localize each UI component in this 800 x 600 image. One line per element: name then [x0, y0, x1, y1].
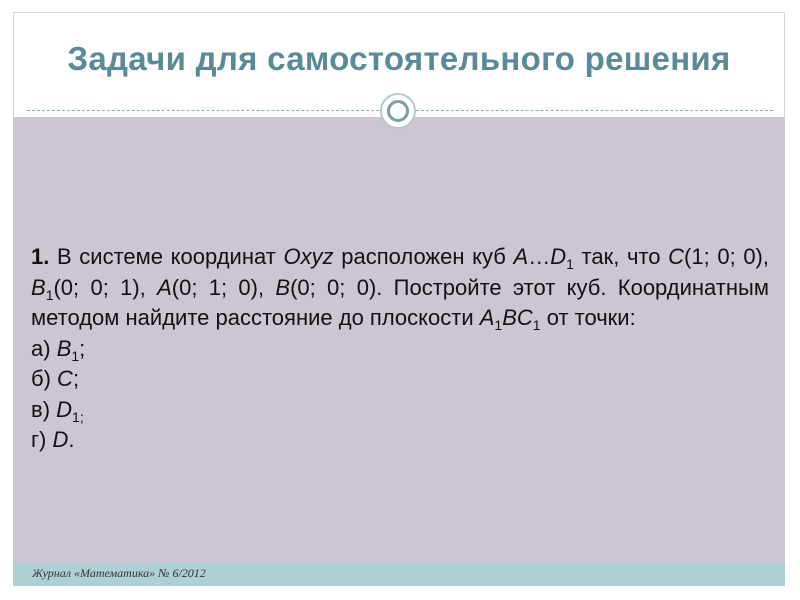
option-a: а) $B_1$; — [31, 335, 86, 364]
option-g: г) D. — [31, 427, 75, 452]
slide-title: Задачи для самостоятельного решения — [67, 40, 731, 77]
task-statement: 1. В системе координат Oxyz расположен куб $A\dots D_1$ так, что C(1; 0; 0), $B_1(0$; 0; 1), A(0; 1; 0), B(0; 0; 0). Постройте этот куб. Координатным методом найдите расстояние до плоскости $A_1BC_1$ от точки: — [31, 244, 769, 333]
footer-source: Журнал «Математика» № 6/2012 — [32, 566, 206, 580]
option-b: б) C; — [31, 366, 80, 391]
divider-circle-inner — [387, 100, 409, 122]
task-number: 1. — [31, 244, 50, 269]
divider-circle-ornament — [380, 93, 416, 129]
task-text — [31, 242, 769, 456]
option-v: в) $D_{1;}$ — [31, 396, 84, 425]
